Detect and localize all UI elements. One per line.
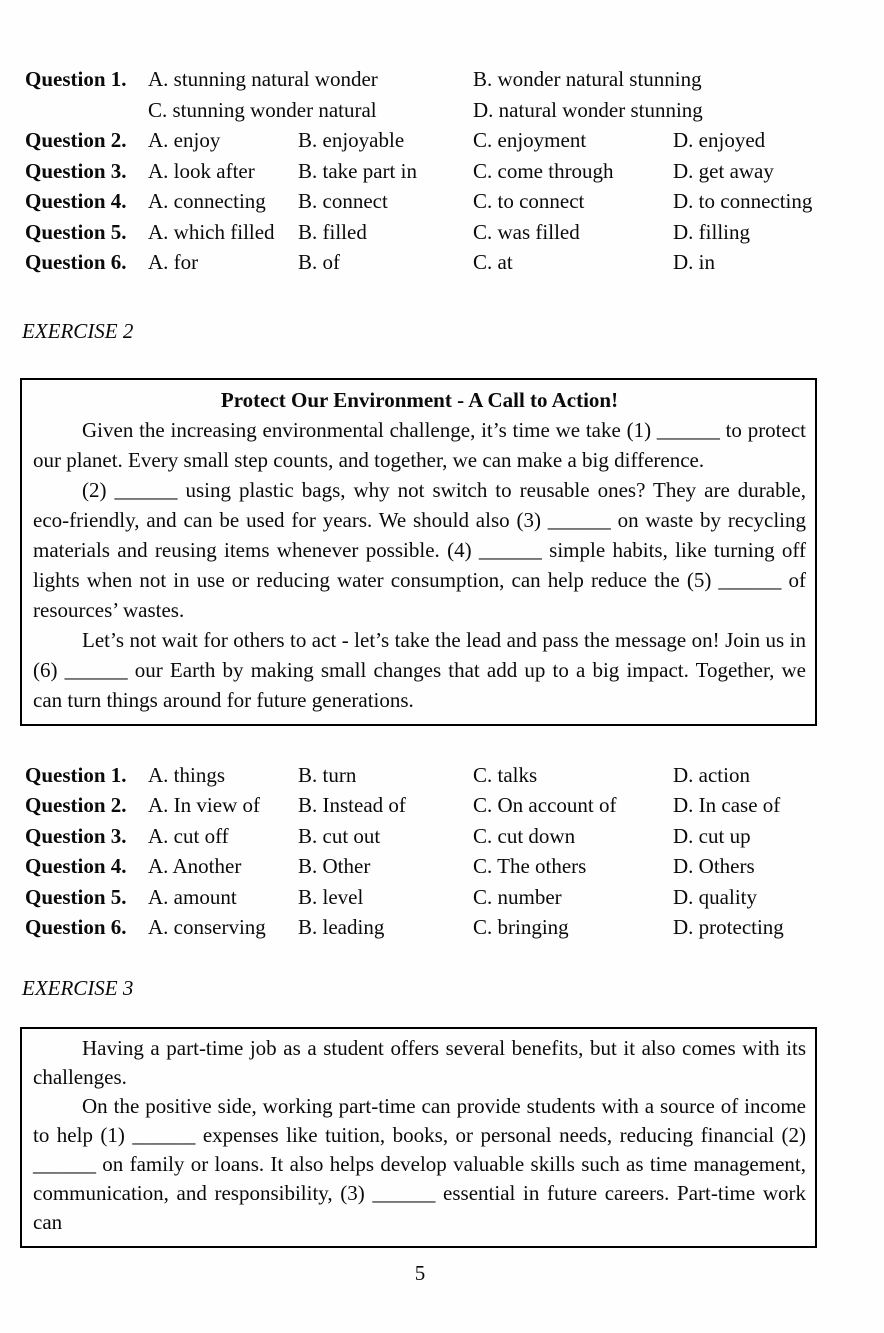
question-label: Question 3. [25, 158, 127, 183]
exercise2-question-list [25, 760, 866, 943]
passage-paragraph: On the positive side, working part-time can provide students with a source of income to help (1) ______ expenses like tuition, books, or personal needs, reducing financial (2) ______ on family or loans. It also helps develop valuable skills such as time management, communication, and responsibility, (3) ______ essential in future careers. Part-time work can [33, 1093, 806, 1234]
option-b: B. Other [298, 854, 371, 878]
option-d: D. action [673, 762, 750, 787]
question-label: Question 2. [25, 793, 127, 817]
option-a: A. enjoy [148, 128, 221, 152]
option-d: D. natural wonder stunning [473, 97, 703, 122]
question-label: Question 6. [25, 250, 127, 274]
option-a: A. which filled [148, 219, 275, 244]
question-label: Question 6. [25, 915, 127, 939]
option-c: C. enjoyment [473, 128, 587, 152]
question-row-continued [25, 95, 866, 126]
question-row [25, 125, 866, 156]
question-label: Question 1. [25, 762, 127, 787]
exercise2-heading: EXERCISE 2 [22, 318, 134, 343]
option-c: C. The others [473, 854, 587, 878]
option-d: D. quality [673, 884, 757, 909]
question-label: Question 5. [25, 219, 127, 244]
question-row [25, 851, 866, 882]
option-d: D. cut up [673, 823, 751, 848]
option-d: D. to connecting [673, 189, 813, 213]
option-d: D. get away [673, 158, 774, 183]
option-b: B. wonder natural stunning [473, 67, 702, 91]
option-c: C. to connect [473, 189, 585, 213]
option-a: A. cut off [148, 823, 229, 848]
question-row [25, 790, 866, 821]
option-d: D. protecting [673, 915, 784, 939]
option-c: C. was filled [473, 219, 580, 244]
exercise3-heading: EXERCISE 3 [22, 975, 134, 1000]
question-label: Question 4. [25, 189, 127, 213]
option-a: A. conserving [148, 915, 266, 939]
question-row [25, 882, 866, 913]
question-row [25, 217, 866, 248]
option-b: B. Instead of [298, 793, 406, 817]
option-a: A. Another [148, 854, 242, 878]
option-b: B. cut out [298, 823, 381, 848]
option-a: A. for [148, 250, 199, 274]
passage-paragraph: (2) ______ using plastic bags, why not switch to reusable ones? They are durable, eco-friendly, and can be used for years. We should also (3) ______ on waste by recycling materials and reusing items whenever possible. (4) ______ simple habits, like turning off lights when not in use or reducing water consumption, can help reduce the (5) ______ of resources’ wastes. [33, 477, 806, 622]
passage-paragraph: Let’s not wait for others to act - let’s take the lead and pass the message on! Join us in (6) ______ our Earth by making small changes that add up to a big impact. Together, we can turn things around for future generations. [33, 627, 806, 712]
question-label: Question 2. [25, 128, 127, 152]
option-d: D. enjoyed [673, 128, 766, 152]
option-b: B. connect [298, 189, 388, 213]
option-b: B. enjoyable [298, 128, 405, 152]
option-d: D. in [673, 250, 715, 274]
question-row [25, 247, 866, 278]
option-c: C. talks [473, 762, 538, 787]
exercise3-passage-box [20, 1027, 817, 1248]
exercise1-question-list [25, 64, 866, 278]
question-label: Question 4. [25, 854, 127, 878]
option-d: D. filling [673, 219, 750, 244]
page-number: 5 [414, 1261, 426, 1285]
option-c: C. number [473, 884, 562, 909]
option-d: D. Others [673, 854, 755, 878]
option-b: B. filled [298, 219, 367, 244]
passage-paragraph: Given the increasing environmental challenge, it’s time we take (1) ______ to protect our planet. Every small step counts, and together, we can make a big difference. [33, 417, 806, 472]
question-row [25, 156, 866, 187]
question-row [25, 186, 866, 217]
option-b: B. level [298, 884, 364, 909]
option-a: A. things [148, 762, 226, 787]
option-a: A. amount [148, 884, 237, 909]
question-label: Question 3. [25, 823, 127, 848]
option-c: C. On account of [473, 793, 617, 817]
option-c: C. come through [473, 158, 614, 183]
option-b: B. leading [298, 915, 385, 939]
exercise2-passage-box [20, 378, 817, 726]
option-a: A. connecting [148, 189, 266, 213]
option-b: B. take part in [298, 158, 417, 183]
passage-paragraph: Having a part-time job as a student offers several benefits, but it also comes with its challenges. [33, 1035, 806, 1089]
option-c: C. at [473, 250, 513, 274]
question-row [25, 64, 866, 95]
option-c: C. bringing [473, 915, 569, 939]
question-row [25, 821, 866, 852]
question-row [25, 912, 866, 943]
option-c: C. stunning wonder natural [148, 97, 377, 122]
option-a: A. stunning natural wonder [148, 67, 378, 91]
option-b: B. turn [298, 762, 357, 787]
option-a: A. look after [148, 158, 255, 183]
option-d: D. In case of [673, 793, 781, 817]
option-c: C. cut down [473, 823, 576, 848]
question-label-spacer [25, 95, 148, 126]
option-a: A. In view of [148, 793, 260, 817]
question-row [25, 760, 866, 791]
question-label: Question 1. [25, 67, 127, 91]
passage-title: Protect Our Environment - A Call to Action! [220, 387, 619, 412]
option-b: B. of [298, 250, 340, 274]
question-label: Question 5. [25, 884, 127, 909]
